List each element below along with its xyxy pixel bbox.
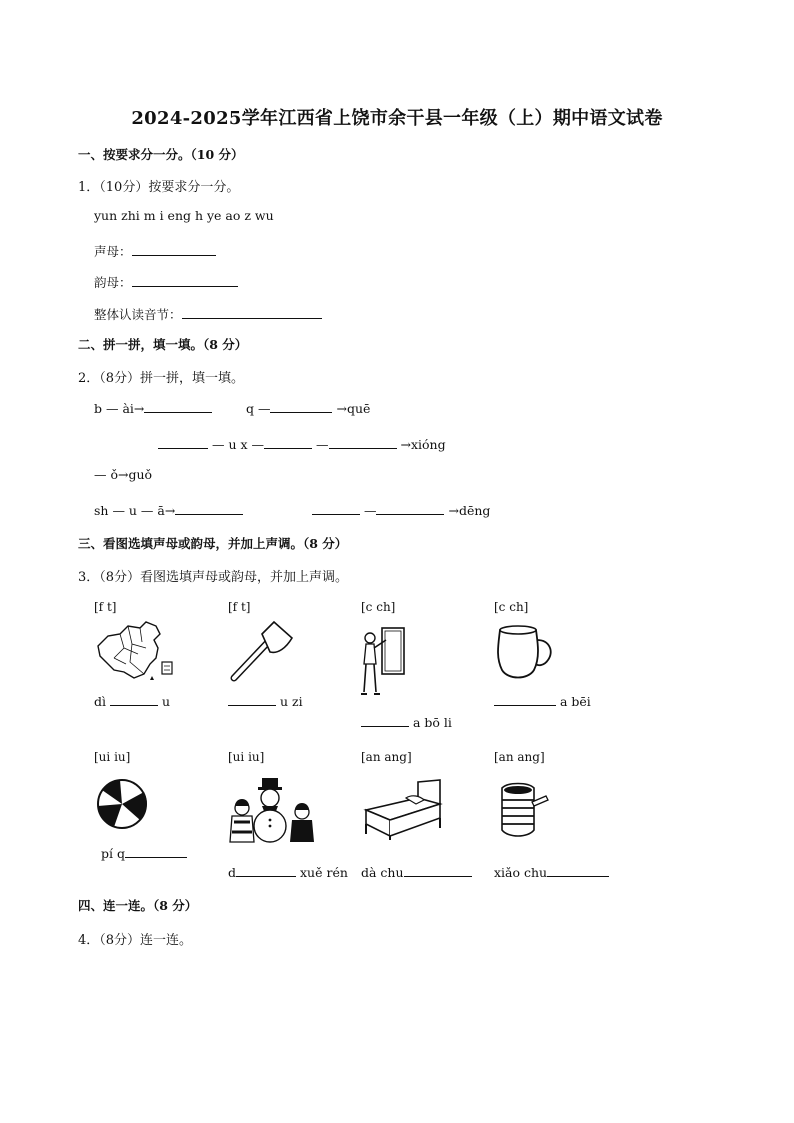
q3-item2-line [228, 693, 303, 709]
question-1: 1．（10分）按要求分一分。 [78, 180, 240, 195]
section-3-heading: 三、看图选填声母或韵母，并加上声调。（8 分） [78, 536, 348, 551]
section-4-heading: 四、连一连。（8 分） [78, 898, 198, 913]
q2-r4-blank3[interactable] [376, 502, 444, 515]
q3-item8-pre: xiǎo chu [494, 865, 548, 880]
q1-shengmu-blank[interactable] [132, 243, 216, 256]
snowman-image [226, 776, 322, 846]
q1-zhengti-blank[interactable] [182, 306, 322, 319]
q2-r2a: — u x — [211, 437, 265, 452]
q2-row4-left [94, 502, 243, 518]
q3-item4-blank[interactable] [494, 693, 556, 706]
q1-shengmu-row [94, 242, 216, 260]
q3-item2-options: [f t] [228, 600, 251, 614]
q2-r4-blank1[interactable] [175, 502, 243, 515]
q1-zhengti-label: 整体认读音节： [94, 307, 182, 322]
bed-image [360, 778, 446, 842]
q2-r3a: — ǒ→guǒ [94, 467, 153, 482]
q3-item6-blank[interactable] [236, 864, 296, 877]
q3-item2-blank[interactable] [228, 693, 276, 706]
q1-zhengti-row [94, 305, 322, 323]
q3-item3-line [361, 714, 452, 730]
q3-item8-blank[interactable] [547, 864, 609, 877]
q3-item6-line [228, 864, 348, 880]
section-1-heading: 一、按要求分一分。（10 分） [78, 147, 244, 162]
q3-item4-post: a bēi [559, 694, 591, 709]
china-map-image [94, 618, 180, 684]
q3-item7-pre: dà chu [361, 865, 404, 880]
q2-row1-left [94, 400, 212, 416]
q1-shengmu-label: 声母： [94, 244, 132, 259]
q3-item3-options: [c ch] [361, 600, 396, 614]
q3-item2-post: u zi [279, 694, 303, 709]
q2-row1-right [246, 400, 370, 416]
q2-r1-blank1[interactable] [144, 400, 212, 413]
q3-item3-blank[interactable] [361, 714, 409, 727]
q3-item3-post: a bō li [412, 715, 452, 730]
q2-r2c: →xióng [400, 437, 446, 452]
q3-item5-pre: pí q [101, 846, 125, 861]
q3-item1-options: [f t] [94, 600, 117, 614]
q2-r2-blank2[interactable] [264, 436, 312, 449]
q3-item1-post: u [161, 694, 171, 709]
q1-syllables: yun zhi m i eng h ye ao z wu [94, 208, 274, 223]
q3-item5-line [101, 845, 187, 861]
section-2-heading: 二、拼一拼，填一填。（8 分） [78, 337, 248, 352]
q3-item7-options: [an ang] [361, 750, 412, 764]
q2-r2-blank3[interactable] [329, 436, 397, 449]
q2-r1c: →quē [336, 401, 371, 416]
q3-item1-line [94, 693, 170, 709]
q1-yunmu-blank[interactable] [132, 274, 238, 287]
question-3: 3．（8分）看图选填声母或韵母，并加上声调。 [78, 570, 349, 585]
q1-yunmu-label: 韵母： [94, 275, 132, 290]
q2-r2b: — [316, 437, 329, 452]
q2-r4c: →dēng [448, 503, 491, 518]
q3-item1-blank[interactable] [110, 693, 158, 706]
cup-image [494, 622, 556, 684]
q3-item5-blank[interactable] [125, 845, 187, 858]
person-cleaning-glass-image [358, 624, 408, 698]
q3-item6-options: [ui iu] [228, 750, 265, 764]
question-4: 4．（8分）连一连。 [78, 933, 193, 948]
q2-row4-right [312, 502, 490, 518]
q2-r1a: b — ài→ [94, 401, 145, 416]
q2-row2 [158, 436, 446, 452]
q3-item5-options: [ui iu] [94, 750, 131, 764]
ball-image [94, 778, 154, 830]
q3-item8-options: [an ang] [494, 750, 545, 764]
q2-r4b: — [363, 503, 377, 518]
q3-item6-pre: d [228, 865, 237, 880]
q3-item6-post: xuě rén [300, 865, 348, 880]
q1-yunmu-row [94, 273, 238, 291]
q3-item7-blank[interactable] [404, 864, 472, 877]
q3-item4-line [494, 693, 591, 709]
q3-item4-options: [c ch] [494, 600, 529, 614]
question-2: 2．（8分）拼一拼，填一填。 [78, 371, 245, 386]
q3-item7-line [361, 864, 472, 880]
boat-image [494, 780, 550, 842]
q3-item1-pre: dì [94, 694, 106, 709]
page-title: 2024-2025学年江西省上饶市余干县一年级（上）期中语文试卷 [131, 108, 663, 129]
q2-r4a: sh — u — ā→ [94, 503, 176, 518]
q2-r2-blank1[interactable] [158, 436, 208, 449]
q2-r1b: q — [246, 401, 271, 416]
axe-image [228, 618, 298, 684]
q2-r1-blank2[interactable] [270, 400, 332, 413]
q2-r4-blank2[interactable] [312, 502, 360, 515]
q3-item8-line [494, 864, 609, 880]
